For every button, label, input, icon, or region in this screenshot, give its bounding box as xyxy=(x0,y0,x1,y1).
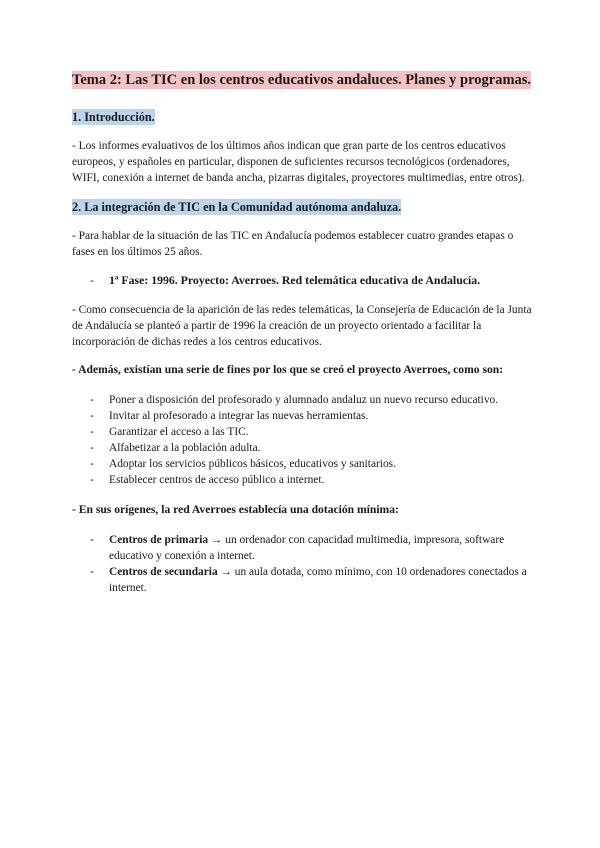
section-heading-introduccion xyxy=(72,108,532,126)
phase-paragraph: - Como consecuencia de la aparición de las redes telemáticas, la Consejería de Educación de la Junta de Andalucía se planteó a partir de 1996 la creación de un proyecto orientado a facilitar la incorporación de dichas redes a los centros educativos. xyxy=(72,304,532,348)
list-item-text: Adoptar los servicios públicos básicos, educativos y sanitarios. xyxy=(109,458,396,470)
dash-marker: - xyxy=(90,442,94,454)
endowment-lead: - En sus orígenes, la red Averroes establecía una dotación mínima: xyxy=(72,503,399,516)
list-item xyxy=(72,424,532,440)
endowment-text: un ordenador con capacidad multimedia, impresora, software educativo y conexión a internet. xyxy=(109,534,505,562)
endowment-label: Centros de secundaria xyxy=(109,566,218,578)
list-item-text: Establecer centros de acceso público a internet. xyxy=(109,474,325,486)
list-item xyxy=(72,392,532,408)
dash-marker: - xyxy=(90,534,94,546)
list-item xyxy=(72,532,532,564)
dash-marker: - xyxy=(90,410,94,422)
list-item xyxy=(72,440,532,456)
list-item xyxy=(72,472,532,488)
list-item xyxy=(72,456,532,472)
phase-item xyxy=(72,272,532,288)
integration-paragraph: - Para hablar de la situación de las TIC en Andalucía podemos establecer cuatro grandes etapas o fases en los últimos 25 años. xyxy=(72,230,514,258)
phase-list xyxy=(72,272,532,288)
endowment-label: Centros de primaria xyxy=(109,534,209,546)
phase-text: 1ª Fase: 1996. Proyecto: Averroes. Red telemática educativa de Andalucía. xyxy=(109,273,481,287)
section-heading-text: 2. La integración de TIC en la Comunidad autónoma andaluza. xyxy=(72,200,402,214)
arrow-icon: → xyxy=(211,534,223,546)
list-item-text: Alfabetizar a la población adulta. xyxy=(109,442,261,454)
dash-marker: - xyxy=(90,474,94,486)
dash-marker: - xyxy=(90,394,94,406)
dash-marker: - xyxy=(90,566,94,578)
list-item xyxy=(72,564,532,596)
dash-marker: - xyxy=(90,426,94,438)
endowment-list xyxy=(72,532,532,596)
list-item-text: Garantizar el acceso a las TIC. xyxy=(109,426,249,438)
list-item-text: Poner a disposición del profesorado y alumnado andaluz un nuevo recurso educativo. xyxy=(109,394,499,406)
goals-lead: - Además, existían una serie de fines por los que se creó el proyecto Averroes, como son: xyxy=(72,363,504,376)
goals-list xyxy=(72,392,532,488)
document-title-text: Tema 2: Las TIC en los centros educativos andaluces. Planes y programas. xyxy=(72,72,532,88)
list-item-text: Invitar al profesorado a integrar las nuevas herramientas. xyxy=(109,410,369,422)
document-title xyxy=(72,69,532,91)
intro-paragraph: - Los informes evaluativos de los últimos años indican que gran parte de los centros educativos europeos, y españoles en particular, disponen de suficientes recursos tecnológicos (ordenadores, WIFI, conexión a internet de banda ancha, pizarras digitales, proyectores multimedias, entre otros). xyxy=(72,140,525,184)
endowment-text: un aula dotada, como mínimo, con 10 ordenadores conectados a internet. xyxy=(109,566,527,594)
dash-marker: - xyxy=(90,273,94,287)
document-content xyxy=(72,69,532,610)
section-heading-integracion xyxy=(72,198,532,216)
dash-marker: - xyxy=(90,458,94,470)
section-heading-text: 1. Introducción. xyxy=(72,110,155,124)
list-item xyxy=(72,408,532,424)
arrow-icon: → xyxy=(220,566,232,578)
